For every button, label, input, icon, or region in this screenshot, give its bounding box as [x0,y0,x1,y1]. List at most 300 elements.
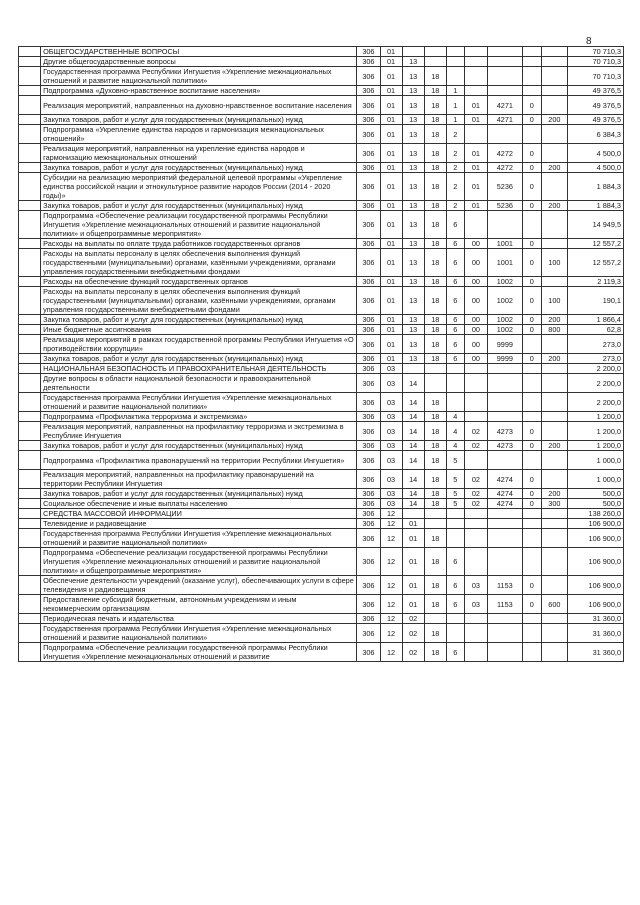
row-description: ОБЩЕГОСУДАРСТВЕННЫЕ ВОПРОСЫ [41,47,357,57]
row-measure: 03 [464,576,487,595]
row-expense-type [541,374,567,393]
row-section: 12 [380,519,402,529]
row-subsection: 14 [402,393,424,412]
row-ministry-code: 306 [357,354,380,364]
row-extra [522,57,541,67]
row-subprogram: 1 [446,96,464,115]
row-ministry-code: 306 [357,548,380,576]
row-section: 03 [380,412,402,422]
row-description: Подпрограмма «Духовно-нравственное воспитание населения» [41,86,357,96]
row-amount: 106 900,0 [568,519,624,529]
table-row [19,163,624,173]
row-section: 01 [380,47,402,57]
row-extra [522,393,541,412]
row-direction: 4274 [487,470,522,489]
table-row [19,451,624,470]
row-expense-type [541,548,567,576]
row-program: 18 [424,529,446,548]
row-description: Подпрограмма «Обеспечение реализации государственной программы Республики Ингушетия «Укрепление межнациональных отношений и развитие национальной политики» и общепрограммные мероприятия» [41,211,357,239]
row-subprogram: 2 [446,201,464,211]
row-measure [464,614,487,624]
row-amount: 12 557,2 [568,249,624,277]
row-expense-type [541,624,567,643]
row-margin [19,576,41,595]
row-margin [19,548,41,576]
row-subsection: 13 [402,173,424,201]
table-row [19,354,624,364]
row-amount: 2 200,0 [568,364,624,374]
row-description: Реализация мероприятий в рамках государственной программы Республики Ингушетия «О противодействии коррупции» [41,335,357,354]
row-measure [464,125,487,144]
row-amount: 4 500,0 [568,144,624,163]
row-description: Подпрограмма «Профилактика терроризма и экстремизма» [41,412,357,422]
row-program: 18 [424,422,446,441]
row-description: Другие вопросы в области национальной безопасности и правоохранительной деятельности [41,374,357,393]
row-subprogram [446,47,464,57]
row-extra: 0 [522,499,541,509]
row-amount: 106 900,0 [568,576,624,595]
row-subprogram: 6 [446,239,464,249]
row-extra: 0 [522,595,541,614]
row-subprogram [446,67,464,86]
row-section: 03 [380,470,402,489]
row-subsection: 14 [402,470,424,489]
row-subsection: 13 [402,325,424,335]
row-subprogram: 6 [446,576,464,595]
row-subsection: 14 [402,451,424,470]
row-expense-type [541,239,567,249]
row-ministry-code: 306 [357,96,380,115]
table-row [19,499,624,509]
row-section: 03 [380,364,402,374]
row-description: Государственная программа Республики Ингушетия «Укрепление межнациональных отношений и развитие национальной политики» [41,393,357,412]
row-subprogram: 6 [446,595,464,614]
row-measure [464,451,487,470]
row-extra: 0 [522,96,541,115]
row-subsection: 14 [402,489,424,499]
row-extra [522,67,541,86]
row-description: СРЕДСТВА МАССОВОЙ ИНФОРМАЦИИ [41,509,357,519]
row-section: 12 [380,643,402,662]
row-amount: 49 376,5 [568,86,624,96]
row-measure [464,364,487,374]
table-row [19,614,624,624]
table-row [19,125,624,144]
row-program: 18 [424,325,446,335]
table-row [19,86,624,96]
row-direction: 5236 [487,173,522,201]
row-amount: 106 900,0 [568,595,624,614]
row-program [424,614,446,624]
row-margin [19,325,41,335]
row-amount: 1 000,0 [568,451,624,470]
row-margin [19,499,41,509]
row-ministry-code: 306 [357,422,380,441]
row-description: Субсидии на реализацию мероприятий федеральной целевой программы «Укрепление единства российской нации и этнокультурное развитие народов России (2014 - 2020 годы)» [41,173,357,201]
row-margin [19,595,41,614]
row-subsection: 13 [402,335,424,354]
row-program: 18 [424,115,446,125]
row-direction [487,529,522,548]
page-number: 8 [586,36,592,47]
table-row [19,249,624,277]
row-subsection: 13 [402,163,424,173]
row-expense-type [541,277,567,287]
row-subsection: 14 [402,412,424,422]
row-direction: 9999 [487,335,522,354]
table-row [19,509,624,519]
row-program: 18 [424,470,446,489]
row-program: 18 [424,624,446,643]
row-expense-type: 200 [541,315,567,325]
row-expense-type: 200 [541,441,567,451]
row-program [424,509,446,519]
row-expense-type [541,509,567,519]
row-amount: 31 360,0 [568,643,624,662]
row-subsection: 14 [402,441,424,451]
row-measure: 00 [464,315,487,325]
row-program [424,374,446,393]
row-amount: 6 384,3 [568,125,624,144]
row-extra: 0 [522,287,541,315]
row-program: 18 [424,412,446,422]
row-description: Расходы на выплаты по оплате труда работников государственных органов [41,239,357,249]
row-amount: 1 200,0 [568,422,624,441]
row-margin [19,529,41,548]
row-expense-type [541,393,567,412]
row-ministry-code: 306 [357,624,380,643]
row-amount: 2 200,0 [568,374,624,393]
row-margin [19,422,41,441]
row-description: Расходы на выплаты персоналу в целях обеспечения выполнения функций государственными (муниципальными) органами, казёнными учреждениями, органами управления государственными внебюджетными фондами [41,249,357,277]
row-description: Расходы на обеспечение функций государственных органов [41,277,357,287]
row-subprogram: 6 [446,354,464,364]
row-section: 01 [380,115,402,125]
row-expense-type: 300 [541,499,567,509]
table-row [19,57,624,67]
row-extra [522,211,541,239]
row-description: Периодическая печать и издательства [41,614,357,624]
row-extra [522,509,541,519]
row-amount: 1 200,0 [568,441,624,451]
row-subprogram: 2 [446,173,464,201]
row-direction: 1153 [487,595,522,614]
row-subprogram: 6 [446,249,464,277]
row-description: Обеспечение деятельности учреждений (оказание услуг), обеспечивающих услуги в сфере телевидения и радиовещания [41,576,357,595]
table-row [19,325,624,335]
row-direction [487,412,522,422]
row-section: 01 [380,86,402,96]
row-extra: 0 [522,239,541,249]
row-description: Закупка товаров, работ и услуг для государственных (муниципальных) нужд [41,201,357,211]
row-program: 18 [424,249,446,277]
row-amount: 273,0 [568,354,624,364]
row-margin [19,287,41,315]
row-subprogram: 2 [446,125,464,144]
row-amount: 500,0 [568,489,624,499]
row-subsection: 01 [402,595,424,614]
row-direction: 4272 [487,144,522,163]
row-ministry-code: 306 [357,125,380,144]
row-ministry-code: 306 [357,325,380,335]
table-row [19,422,624,441]
row-direction [487,67,522,86]
row-section: 12 [380,509,402,519]
row-expense-type [541,67,567,86]
row-expense-type [541,614,567,624]
row-subprogram: 5 [446,489,464,499]
row-direction: 4273 [487,441,522,451]
row-amount: 2 119,3 [568,277,624,287]
row-measure: 02 [464,422,487,441]
row-measure [464,519,487,529]
row-direction: 1153 [487,576,522,595]
row-section: 12 [380,614,402,624]
row-subprogram [446,614,464,624]
row-margin [19,374,41,393]
row-measure: 00 [464,354,487,364]
row-amount: 49 376,5 [568,96,624,115]
table-row [19,315,624,325]
row-extra [522,412,541,422]
row-subsection: 13 [402,57,424,67]
table-row [19,364,624,374]
row-expense-type [541,96,567,115]
row-section: 01 [380,335,402,354]
row-margin [19,624,41,643]
row-subprogram: 6 [446,335,464,354]
row-expense-type [541,470,567,489]
row-subprogram [446,57,464,67]
row-description: Закупка товаров, работ и услуг для государственных (муниципальных) нужд [41,115,357,125]
row-measure: 00 [464,287,487,315]
row-extra [522,519,541,529]
table-row [19,624,624,643]
row-subprogram [446,393,464,412]
row-direction: 4271 [487,115,522,125]
row-subsection: 13 [402,354,424,364]
table-row [19,144,624,163]
row-subsection: 13 [402,277,424,287]
row-description: Закупка товаров, работ и услуг для государственных (муниципальных) нужд [41,315,357,325]
row-section: 01 [380,144,402,163]
row-margin [19,364,41,374]
row-expense-type: 100 [541,249,567,277]
row-margin [19,354,41,364]
row-program: 18 [424,277,446,287]
row-section: 03 [380,374,402,393]
row-expense-type: 200 [541,489,567,499]
row-expense-type: 200 [541,163,567,173]
row-direction [487,614,522,624]
row-program [424,364,446,374]
row-measure: 00 [464,239,487,249]
row-program: 18 [424,441,446,451]
row-description: Закупка товаров, работ и услуг для государственных (муниципальных) нужд [41,489,357,499]
table-row [19,519,624,529]
row-program: 18 [424,173,446,201]
row-ministry-code: 306 [357,576,380,595]
row-margin [19,441,41,451]
row-measure: 02 [464,441,487,451]
row-description: Подпрограмма «Обеспечение реализации государственной программы Республики Ингушетия «Укрепление межнациональных отношений и развитие национальной политики» и общепрограммные мероприятия» [41,548,357,576]
row-subsection: 14 [402,374,424,393]
row-direction: 1002 [487,315,522,325]
row-extra: 0 [522,173,541,201]
row-subprogram: 6 [446,325,464,335]
row-description: Другие общегосударственные вопросы [41,57,357,67]
row-expense-type [541,211,567,239]
row-section: 01 [380,125,402,144]
row-expense-type [541,173,567,201]
row-program: 18 [424,96,446,115]
row-description: Реализация мероприятий, направленных на профилактику терроризма и экстремизма в Республике Ингушетия [41,422,357,441]
row-subprogram [446,624,464,643]
row-subsection: 13 [402,144,424,163]
row-expense-type [541,643,567,662]
row-ministry-code: 306 [357,393,380,412]
row-extra [522,125,541,144]
row-subprogram: 4 [446,441,464,451]
row-subsection: 13 [402,201,424,211]
table-row [19,201,624,211]
row-description: Государственная программа Республики Ингушетия «Укрепление межнациональных отношений и развитие национальной политики» [41,624,357,643]
row-subprogram: 5 [446,451,464,470]
row-ministry-code: 306 [357,67,380,86]
row-subprogram: 6 [446,277,464,287]
row-description: Государственная программа Республики Ингушетия «Укрепление межнациональных отношений и развитие национальной политики» [41,67,357,86]
row-ministry-code: 306 [357,47,380,57]
row-measure: 02 [464,470,487,489]
row-subsection: 02 [402,643,424,662]
table-row [19,115,624,125]
table-row [19,173,624,201]
row-program: 18 [424,125,446,144]
row-program: 18 [424,335,446,354]
row-extra: 0 [522,325,541,335]
row-direction: 1002 [487,287,522,315]
row-program: 18 [424,393,446,412]
row-measure [464,509,487,519]
row-amount: 1 000,0 [568,470,624,489]
row-measure: 00 [464,325,487,335]
row-measure: 02 [464,489,487,499]
row-amount: 1 884,3 [568,201,624,211]
row-expense-type: 800 [541,325,567,335]
row-ministry-code: 306 [357,249,380,277]
row-direction [487,57,522,67]
row-expense-type [541,86,567,96]
row-amount: 70 710,3 [568,67,624,86]
row-subsection: 14 [402,422,424,441]
row-amount: 31 360,0 [568,624,624,643]
row-ministry-code: 306 [357,529,380,548]
table-row [19,441,624,451]
row-extra: 0 [522,489,541,499]
row-measure [464,374,487,393]
row-subsection [402,47,424,57]
row-program [424,519,446,529]
row-subsection: 13 [402,115,424,125]
row-program [424,57,446,67]
row-margin [19,115,41,125]
table-row [19,529,624,548]
table-row [19,335,624,354]
row-margin [19,643,41,662]
row-subprogram: 6 [446,548,464,576]
table-row [19,595,624,614]
row-direction [487,47,522,57]
row-expense-type [541,576,567,595]
row-program: 18 [424,548,446,576]
row-ministry-code: 306 [357,57,380,67]
row-ministry-code: 306 [357,144,380,163]
row-ministry-code: 306 [357,163,380,173]
row-description: Реализация мероприятий, направленных на духовно-нравственное воспитание населения [41,96,357,115]
row-measure: 00 [464,335,487,354]
row-description: Государственная программа Республики Ингушетия «Укрепление межнациональных отношений и развитие национальной политики» [41,529,357,548]
row-margin [19,201,41,211]
row-extra: 0 [522,201,541,211]
row-extra [522,86,541,96]
row-extra [522,624,541,643]
table-row [19,470,624,489]
row-margin [19,614,41,624]
row-ministry-code: 306 [357,86,380,96]
row-margin [19,509,41,519]
table-row [19,643,624,662]
row-ministry-code: 306 [357,489,380,499]
row-margin [19,96,41,115]
row-measure: 00 [464,249,487,277]
row-expense-type: 100 [541,287,567,315]
row-direction [487,374,522,393]
row-description: Реализация мероприятий, направленных на укрепление единства народов и гармонизацию межнациональных отношений [41,144,357,163]
row-ministry-code: 306 [357,412,380,422]
row-direction [487,548,522,576]
row-amount: 106 900,0 [568,529,624,548]
row-amount: 12 557,2 [568,239,624,249]
row-margin [19,489,41,499]
row-subsection: 01 [402,548,424,576]
row-measure [464,47,487,57]
row-extra: 0 [522,354,541,364]
row-measure: 03 [464,595,487,614]
table-row [19,374,624,393]
row-subprogram: 5 [446,499,464,509]
row-program: 18 [424,287,446,315]
row-direction [487,86,522,96]
row-measure [464,67,487,86]
row-measure: 01 [464,163,487,173]
row-margin [19,67,41,86]
row-measure: 01 [464,144,487,163]
row-direction [487,643,522,662]
row-amount: 1 884,3 [568,173,624,201]
row-description: Расходы на выплаты персоналу в целях обеспечения выполнения функций государственными (муниципальными) органами, казёнными учреждениями, органами управления государственными внебюджетными фондами [41,287,357,315]
row-expense-type [541,335,567,354]
row-direction: 5236 [487,201,522,211]
row-ministry-code: 306 [357,451,380,470]
row-description: Реализация мероприятий, направленных на профилактику правонарушений на территории Республики Ингушетия [41,470,357,489]
row-extra: 0 [522,422,541,441]
row-subsection: 01 [402,576,424,595]
row-description: Закупка товаров, работ и услуг для государственных (муниципальных) нужд [41,441,357,451]
row-expense-type: 200 [541,201,567,211]
row-margin [19,211,41,239]
row-expense-type: 200 [541,354,567,364]
row-ministry-code: 306 [357,315,380,325]
